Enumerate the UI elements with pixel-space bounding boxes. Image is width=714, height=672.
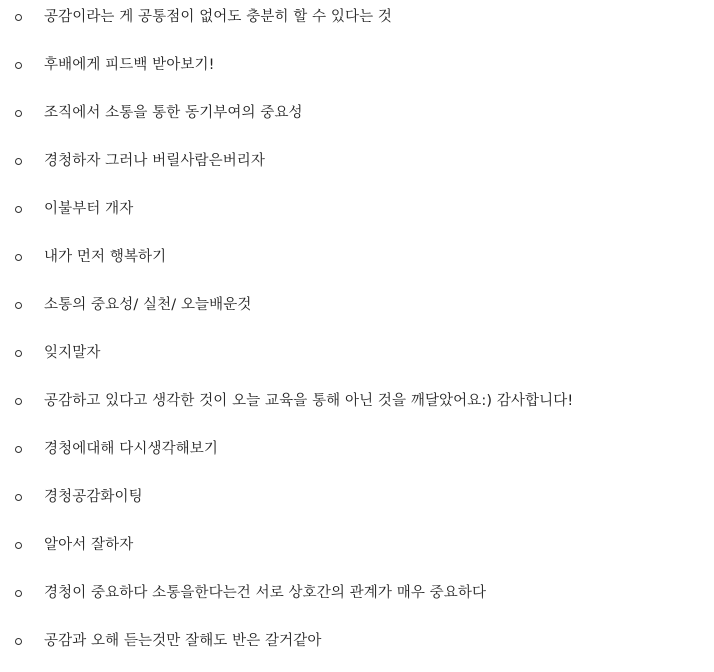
list-item: [0, 425, 714, 473]
list-item: [0, 281, 714, 329]
list-item: [0, 137, 714, 185]
list-item: [0, 41, 714, 89]
list-item: [0, 569, 714, 617]
bullet-circle-icon: [15, 206, 22, 213]
bullet-circle-icon: [15, 350, 22, 357]
bullet-circle-icon: [15, 638, 22, 645]
bullet-circle-icon: [15, 62, 22, 69]
list-item-text: 공감이라는 게 공통점이 없어도 충분히 할 수 있다는 것: [44, 9, 393, 25]
list-item: [0, 233, 714, 281]
list-item-text: 조직에서 소통을 통한 동기부여의 중요성: [44, 105, 303, 121]
list-item-text: 후배에게 피드백 받아보기!: [44, 57, 215, 73]
list-item: [0, 473, 714, 521]
list-item: [0, 377, 714, 425]
bullet-circle-icon: [15, 590, 22, 597]
bullet-circle-icon: [15, 398, 22, 405]
bullet-circle-icon: [15, 494, 22, 501]
list-item: [0, 329, 714, 377]
list-item-text: 경청이 중요하다 소통을한다는건 서로 상호간의 관계가 매우 중요하다: [44, 585, 487, 601]
list-item-text: 경청하자 그러나 버릴사람은버리자: [44, 153, 266, 169]
bullet-circle-icon: [15, 446, 22, 453]
list-item: [0, 521, 714, 569]
list-item: [0, 89, 714, 137]
bullet-circle-icon: [15, 158, 22, 165]
bullet-circle-icon: [15, 254, 22, 261]
list-item-text: 경청에대해 다시생각해보기: [44, 441, 218, 457]
bullet-circle-icon: [15, 110, 22, 117]
list-item-text: 잊지말자: [44, 345, 101, 361]
list-item: [0, 0, 714, 41]
bullet-circle-icon: [15, 542, 22, 549]
list-item-text: 내가 먼저 행복하기: [44, 249, 167, 265]
bullet-circle-icon: [15, 302, 22, 309]
list-item: [0, 185, 714, 233]
list-item-text: 경청공감화이팅: [44, 489, 143, 505]
list-item-text: 이불부터 개자: [44, 201, 134, 217]
list-item: [0, 617, 714, 665]
list-item-text: 공감과 오해 듣는것만 잘해도 반은 갈거같아: [44, 633, 322, 649]
list-item-text: 소통의 중요성/ 실천/ 오늘배운것: [44, 297, 252, 313]
list-item-text: 알아서 잘하자: [44, 537, 134, 553]
list-item-text: 공감하고 있다고 생각한 것이 오늘 교육을 통해 아닌 것을 깨달았어요:) 감사합니다!: [44, 393, 574, 409]
bullet-circle-icon: [15, 14, 22, 21]
